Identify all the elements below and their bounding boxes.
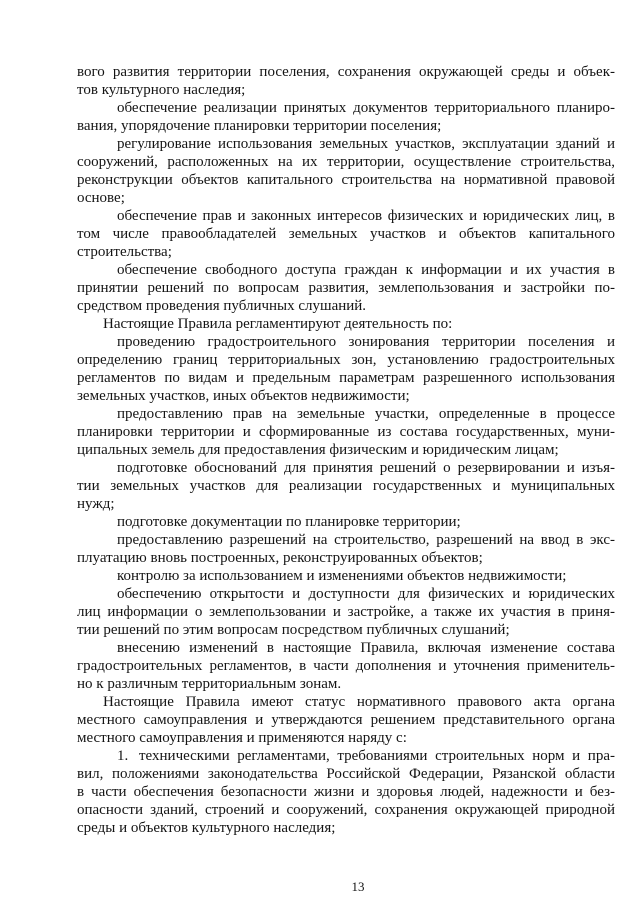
paragraph — [77, 693, 615, 747]
paragraph — [77, 63, 615, 99]
text-line: в части обеспечения безопасности жизни и здоровья людей, надежности и без- — [77, 784, 615, 800]
text-line: тов культурного наследия; — [77, 82, 246, 98]
text-line: предоставлению прав на земельные участки, определенные в процессе — [117, 406, 615, 422]
list-number: 1. — [117, 748, 129, 764]
paragraph — [77, 531, 615, 567]
text-line: средством проведения публичных слушаний. — [77, 298, 367, 314]
text-line: обеспечение свободного доступа граждан к информации и их участия в — [117, 262, 615, 278]
document-body — [77, 63, 615, 837]
text-line: Настоящие Правила регламентируют деятельность по: — [103, 316, 453, 332]
text-line: регулирование использования земельных участков, эксплуатации зданий и — [117, 136, 615, 152]
list-item-text: техническими регламентами, требованиями строительных норм и пра- — [139, 748, 615, 764]
text-line: определению границ территориальных зон, установлению градостроительных — [77, 352, 615, 368]
text-line: обеспечение реализации принятых документов территориального планиро- — [117, 100, 615, 116]
text-line: планировки территории и сформированные из состава государственных, муни- — [77, 424, 615, 440]
text-line: проведению градостроительного зонирования территории поселения и — [117, 334, 615, 350]
text-line: основе; — [77, 190, 125, 206]
text-line: обеспечению открытости и доступности для физических и юридических — [117, 586, 615, 602]
text-line: тии земельных участков для реализации государственных и муниципальных — [77, 478, 615, 494]
text-line: сооружений, расположенных на их территории, осуществление строительства, — [77, 154, 615, 170]
text-line: ципальных земель для предоставления физическим и юридическим лицам; — [77, 442, 559, 458]
text-line: вого развития территории поселения, сохранения окружающей среды и объек- — [77, 64, 615, 80]
text-line: лиц информации о землепользовании и застройке, а также их участия в приня- — [77, 604, 615, 620]
text-line: реконструкции объектов капитального строительства на нормативной правовой — [77, 172, 615, 188]
text-line: местного самоуправления и утверждаются решением представительного органа — [77, 712, 615, 728]
text-line: внесению изменений в настоящие Правила, включая изменение состава — [117, 640, 615, 656]
text-line: принятии решений по вопросам развития, землепользования и застройки по- — [77, 280, 615, 296]
text-line: опасности зданий, строений и сооружений, сохранения окружающей природной — [77, 802, 615, 818]
text-line: контролю за использованием и изменениями объектов недвижимости; — [117, 568, 567, 584]
text-line: обеспечение прав и законных интересов физических и юридических лиц, в — [117, 208, 615, 224]
text-line: земельных участков, иных объектов недвижимости; — [77, 388, 410, 404]
paragraph — [77, 513, 615, 531]
paragraph — [77, 459, 615, 513]
text-line: градостроительных регламентов, в части дополнения и уточнения применитель- — [77, 658, 615, 674]
text-line: местного самоуправления и применяются наряду с: — [77, 730, 407, 746]
text-line: но к различным территориальным зонам. — [77, 676, 342, 692]
paragraph — [77, 333, 615, 405]
paragraph — [77, 207, 615, 261]
text-line: вания, упорядочение планировки территории поселения; — [77, 118, 442, 134]
text-line: подготовке обоснований для принятия решений о резервировании и изъя- — [117, 460, 615, 476]
text-line: регламентов по видам и предельным параметрам разрешенного использования — [77, 370, 615, 386]
text-line: среды и объектов культурного наследия; — [77, 820, 336, 836]
text-line: тии решений по этим вопросам посредством публичных слушаний; — [77, 622, 510, 638]
text-line: плуатацию вновь построенных, реконструированных объектов; — [77, 550, 483, 566]
text-line: строительства; — [77, 244, 172, 260]
paragraph — [77, 261, 615, 315]
text-line: том числе правообладателей земельных участков и объектов капитального — [77, 226, 615, 242]
paragraph — [77, 405, 615, 459]
paragraph — [77, 639, 615, 693]
text-line: предоставлению разрешений на строительство, разрешений на ввод в экс- — [117, 532, 615, 548]
paragraph — [77, 567, 615, 585]
paragraph — [77, 99, 615, 135]
text-line: подготовке документации по планировке территории; — [117, 514, 461, 530]
text-line: Настоящие Правила имеют статус нормативного правового акта органа — [103, 694, 615, 710]
paragraph — [77, 585, 615, 639]
paragraph — [77, 315, 615, 333]
text-line: нужд; — [77, 496, 115, 512]
numbered-list-item — [77, 747, 615, 837]
text-line — [77, 747, 615, 765]
page-number: 13 — [351, 879, 365, 894]
text-line: вил, положениями законодательства Российской Федерации, Рязанской области — [77, 766, 615, 782]
paragraph — [77, 135, 615, 207]
